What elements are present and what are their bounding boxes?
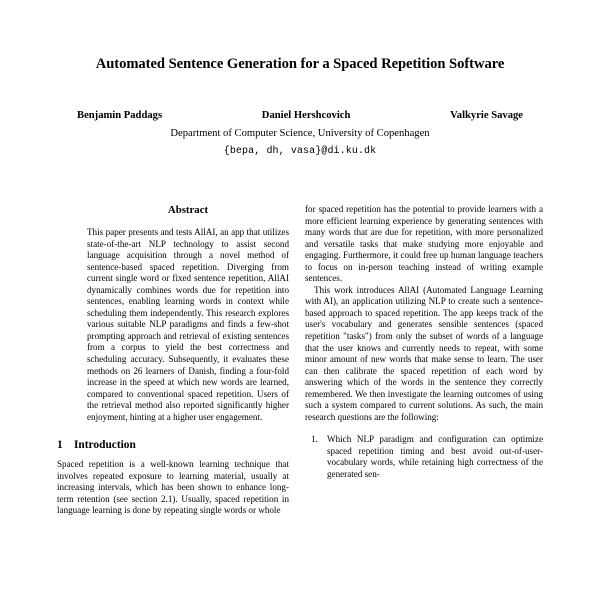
page-title: Automated Sentence Generation for a Spaced Repetition Software xyxy=(95,56,505,72)
research-question-list xyxy=(305,434,543,480)
author-name: Benjamin Paddags xyxy=(77,110,163,121)
introduction-paragraph-continued: for spaced repetition has the potential to provide learners with a more efficient learning experience by generating sentences with many words that are due for repetition, with more personalized and versatile tasks that make studying more enjoyable and engaging. Furthermore, it could free up human language teachers to focus on in-person teaching instead of writing example sentences. xyxy=(305,204,543,284)
author-name: Valkyrie Savage xyxy=(450,110,523,121)
introduction-paragraph: This work introduces AllAI (Automated Language Learning with AI), an application utilizing NLP to create such a sentence-based approach to spaced repetition. The app keeps track of the user's vocabulary and generates sensible sentences (spaced repetition "tasks") from only the subset of words of a language that the user knows and currently needs to repeat, with some minor amount of new words that make sense to learn. The user can then calibrate the spaced repetition of each word by answering which of the words in the sentence they correctly remembered. We then investigate the learning outcomes of using such a system compared to current solutions. As such, the main research questions are the following: xyxy=(305,284,543,422)
abstract-block xyxy=(87,204,289,423)
right-column xyxy=(305,204,543,600)
affiliation: Department of Computer Science, University of Copenhagen xyxy=(170,128,430,139)
list-item: Which NLP paradigm and configuration can optimize spaced repetition timing and best avoid out-of-user-vocabulary words, while retaining high correctness of the generated sen- xyxy=(327,434,543,480)
section-heading-introduction xyxy=(57,439,289,451)
section-title: Introduction xyxy=(74,439,136,452)
title-block xyxy=(57,56,543,74)
author-name: Daniel Hershcovich xyxy=(261,110,351,121)
author-list xyxy=(57,110,543,121)
abstract-text: This paper presents and tests AllAI, an app that utilizes state-of-the-art NLP technology to assist second language acquisition through a novel method of sentence-based spaced repetition. Diverging from current single word or fixed sentence repetition, AllAI dynamically combines words due for repetition into sentences, enabling learning words in context while scheduling them independently. This research explores various suitable NLP paradigms and finds a few-shot prompting approach and retrieval of existing sentences from a corpus to yield the best correctness and scheduling accuracy. Subsequently, it evaluates these methods on 26 learners of Danish, finding a four-fold increase in the speed at which new words are learned, compared to conventional spaced repetition. Users of the retrieval method also reported significantly higher enjoyment, hinting at a higher user engagement. xyxy=(87,227,289,422)
introduction-paragraph: Spaced repetition is a well-known learning technique that involves repeated exposure to learning material, usually at increasing intervals, which has been shown to enhance long-term retention (see section 2.1). Usually, spaced repetition in language learning is done by repeating single words or whole xyxy=(57,459,289,516)
author-emails: {bepa, dh, vasa}@di.ku.dk xyxy=(223,146,377,157)
section-number: 1 xyxy=(57,439,63,452)
abstract-heading: Abstract xyxy=(167,204,209,216)
left-column xyxy=(57,204,289,517)
